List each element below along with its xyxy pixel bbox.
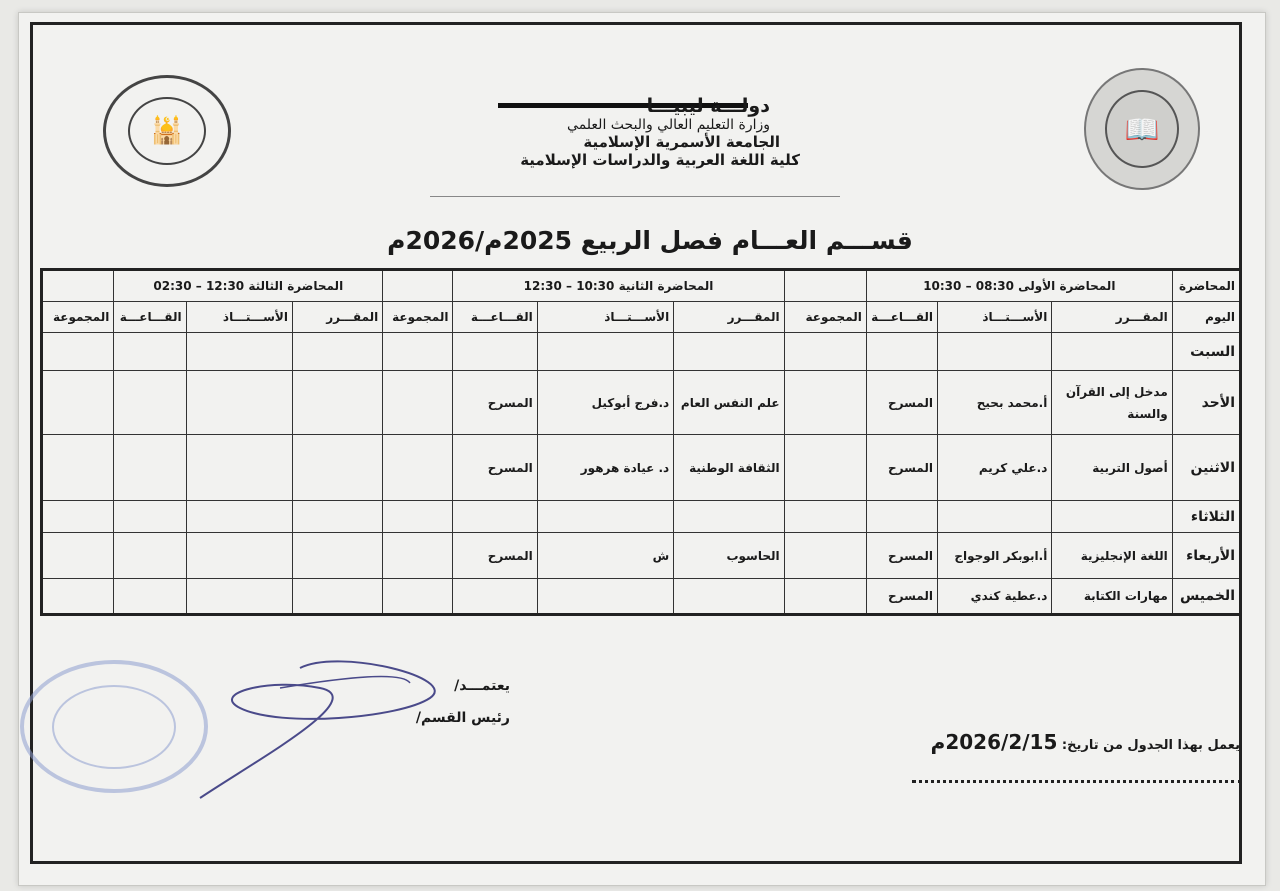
schedule-cell: المسرح: [453, 533, 537, 579]
schedule-cell: [114, 371, 186, 435]
schedule-table: [40, 268, 1242, 616]
schedule-cell: [937, 501, 1051, 533]
schedule-cell: [292, 371, 382, 435]
schedule-cell: ش: [537, 533, 673, 579]
college-name: كلية اللغة العربية والدراسات الإسلامية: [520, 151, 800, 169]
validity-label: يعمل بهذا الجدول من تاريخ:: [1061, 738, 1240, 753]
column-header: المجموعة: [42, 302, 114, 333]
schedule-cell: د.عطية كندي: [937, 579, 1051, 615]
schedule-cell: [537, 333, 673, 371]
table-row: [42, 435, 1241, 501]
schedule-cell: [383, 501, 453, 533]
schedule-cell: [292, 579, 382, 615]
schedule-cell: [114, 501, 186, 533]
ministry-name: وزارة التعليم العالي والبحث العلمي: [567, 117, 770, 133]
approved-label: يعتمـــد/: [454, 678, 510, 694]
column-header: المقـــرر: [292, 302, 382, 333]
schedule-cell: [937, 333, 1051, 371]
college-logo: [103, 75, 231, 187]
schedule-cell: [292, 533, 382, 579]
schedule-cell: [866, 501, 937, 533]
schedule-cell: [784, 501, 866, 533]
corner-day: اليوم: [1172, 302, 1240, 333]
stamp-inner-ring: [52, 685, 176, 769]
schedule-cell: اللغة الإنجليزية: [1052, 533, 1172, 579]
schedule-cell: [383, 435, 453, 501]
schedule-cell: [42, 435, 114, 501]
schedule-cell: مهارات الكتابة: [1052, 579, 1172, 615]
schedule-cell: الثقافة الوطنية: [674, 435, 784, 501]
schedule-cell: [42, 533, 114, 579]
schedule-cell: [784, 435, 866, 501]
day-cell: الاثنين: [1172, 435, 1240, 501]
column-header: القـــاعـــة: [866, 302, 937, 333]
schedule-cell: [292, 435, 382, 501]
schedule-cell: [453, 579, 537, 615]
schedule-cell: [784, 371, 866, 435]
schedule-cell: [453, 501, 537, 533]
schedule-cell: [784, 533, 866, 579]
university-logo: [1084, 68, 1200, 190]
table-row: [42, 579, 1241, 615]
page-title: قســـم العـــام فصل الربيع 2025م/2026م: [387, 226, 913, 255]
schedule-cell: المسرح: [866, 579, 937, 615]
schedule-cell: [1052, 501, 1172, 533]
head-label: رئيس القسم/: [415, 710, 510, 726]
schedule-cell: [674, 579, 784, 615]
schedule-cell: المسرح: [453, 435, 537, 501]
column-header: المقـــرر: [674, 302, 784, 333]
lecture-1-header: المحاضرة الأولى 08:30 – 10:30: [866, 270, 1172, 302]
schedule-cell: [537, 501, 673, 533]
schedule-cell: [186, 435, 292, 501]
university-name: الجامعة الأسمرية الإسلامية: [583, 133, 780, 151]
column-header: الأســـتـــاذ: [186, 302, 292, 333]
lecture-2-header-gap: [383, 270, 453, 302]
day-cell: الأحد: [1172, 371, 1240, 435]
schedule-cell: د.فرج أبوكيل: [537, 371, 673, 435]
corner-lecture: المحاضرة: [1172, 270, 1240, 302]
schedule-cell: [674, 501, 784, 533]
table-row: [42, 371, 1241, 435]
schedule-cell: [292, 333, 382, 371]
schedule-cell: [292, 501, 382, 533]
schedule-cell: [186, 579, 292, 615]
schedule-cell: [114, 435, 186, 501]
letterhead: [470, 95, 810, 169]
schedule-cell: [186, 533, 292, 579]
schedule-cell: [114, 333, 186, 371]
column-header: القـــاعـــة: [114, 302, 186, 333]
table-row: [42, 333, 1241, 371]
validity-date: 2026/2/15م: [930, 730, 1058, 754]
schedule-cell: [383, 533, 453, 579]
schedule-cell: [114, 579, 186, 615]
column-header: الأســـتـــاذ: [937, 302, 1051, 333]
schedule-cell: [186, 333, 292, 371]
column-header: المقـــرر: [1052, 302, 1172, 333]
schedule-cell: [866, 333, 937, 371]
lecture-2-header: المحاضرة الثانية 10:30 – 12:30: [453, 270, 784, 302]
schedule-cell: أ.محمد بحيح: [937, 371, 1051, 435]
column-header: الأســـتـــاذ: [537, 302, 673, 333]
column-header: المجموعة: [383, 302, 453, 333]
dotted-line: [912, 780, 1242, 783]
schedule-cell: الحاسوب: [674, 533, 784, 579]
state-name: دولـــة ليبيـــا: [646, 95, 770, 117]
schedule-cell: [114, 533, 186, 579]
schedule-cell: [383, 371, 453, 435]
table-row: [42, 501, 1241, 533]
day-cell: الثلاثاء: [1172, 501, 1240, 533]
schedule-cell: المسرح: [866, 435, 937, 501]
schedule-cell: [1052, 333, 1172, 371]
schedule-cell: [42, 371, 114, 435]
schedule-cell: أصول التربية: [1052, 435, 1172, 501]
day-cell: الأربعاء: [1172, 533, 1240, 579]
validity-note: [900, 730, 1240, 754]
lecture-3-header: المحاضرة الثالثة 12:30 – 02:30: [114, 270, 383, 302]
column-header: المجموعة: [784, 302, 866, 333]
schedule-cell: أ.ابوبكر الوجواج: [937, 533, 1051, 579]
lecture-3-header-gap: [42, 270, 114, 302]
schedule-cell: علم النفس العام: [674, 371, 784, 435]
book-icon: 📖: [1105, 90, 1179, 168]
header-rule: [430, 196, 840, 197]
lecture-1-header-gap: [784, 270, 866, 302]
column-header: القـــاعـــة: [453, 302, 537, 333]
signature: [180, 648, 480, 808]
schedule-cell: [784, 333, 866, 371]
schedule-cell: [383, 579, 453, 615]
schedule-cell: [42, 333, 114, 371]
schedule-cell: [453, 333, 537, 371]
day-cell: السبت: [1172, 333, 1240, 371]
schedule-cell: د. عيادة هرهور: [537, 435, 673, 501]
schedule-cell: مدخل إلى القرآن والسنة: [1052, 371, 1172, 435]
schedule-cell: [674, 333, 784, 371]
schedule-cell: د.علي كريم: [937, 435, 1051, 501]
schedule-cell: [186, 501, 292, 533]
schedule-cell: المسرح: [453, 371, 537, 435]
schedule-cell: [537, 579, 673, 615]
day-cell: الخميس: [1172, 579, 1240, 615]
schedule-cell: [42, 579, 114, 615]
schedule-cell: [42, 501, 114, 533]
mosque-icon: 🕌: [128, 97, 206, 165]
schedule-cell: المسرح: [866, 371, 937, 435]
schedule-cell: [383, 333, 453, 371]
schedule-cell: المسرح: [866, 533, 937, 579]
schedule-cell: [186, 371, 292, 435]
table-row: [42, 533, 1241, 579]
schedule-cell: [784, 579, 866, 615]
